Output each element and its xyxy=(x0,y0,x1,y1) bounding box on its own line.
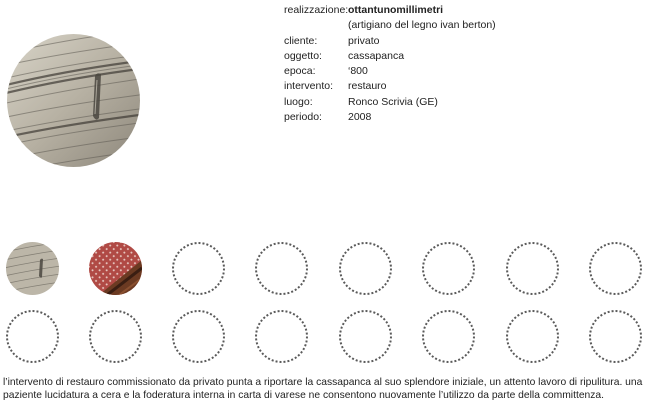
fabric-lining-thumbnail[interactable] xyxy=(89,242,142,295)
info-value: (artigiano del legno ivan berton) xyxy=(348,19,496,32)
project-info xyxy=(284,3,496,125)
empty-thumbnail-slot xyxy=(255,310,308,363)
info-value: Ronco Scrivia (GE) xyxy=(348,95,438,108)
empty-thumbnail-slot xyxy=(422,310,475,363)
info-row-epoca xyxy=(284,64,496,79)
info-value: privato xyxy=(348,34,380,47)
empty-thumbnail-slot xyxy=(589,242,642,295)
info-value: ‘800 xyxy=(348,65,368,78)
info-label: epoca: xyxy=(284,65,316,78)
info-label: periodo: xyxy=(284,111,322,124)
info-row-intervento xyxy=(284,79,496,94)
info-value: 2008 xyxy=(348,111,372,124)
hero-wood-photo xyxy=(7,34,140,167)
wood-texture-thumbnail[interactable] xyxy=(6,242,59,295)
info-label: realizzazione: xyxy=(284,4,349,16)
empty-thumbnail-slot xyxy=(506,310,559,363)
info-label xyxy=(284,18,348,33)
empty-thumbnail-slot xyxy=(589,310,642,363)
empty-thumbnail-slot xyxy=(172,242,225,295)
empty-thumbnail-slot xyxy=(172,310,225,363)
info-value: restauro xyxy=(348,80,387,93)
wood-grain-image xyxy=(7,34,140,167)
info-row-luogo xyxy=(284,95,496,110)
empty-thumbnail-slot xyxy=(506,242,559,295)
empty-thumbnail-slot xyxy=(339,310,392,363)
info-row-realizzazione xyxy=(284,3,496,18)
info-label: luogo: xyxy=(284,95,313,108)
info-label: intervento: xyxy=(284,80,334,93)
info-value: ottantunomillimetri xyxy=(348,4,444,16)
info-row-oggetto xyxy=(284,49,496,64)
info-value: cassapanca xyxy=(348,49,405,62)
info-label: oggetto: xyxy=(284,49,322,62)
info-row-artigiano xyxy=(284,18,496,33)
info-label: cliente: xyxy=(284,34,318,47)
empty-thumbnail-slot xyxy=(255,242,308,295)
empty-thumbnail-slot xyxy=(422,242,475,295)
empty-thumbnail-slot xyxy=(6,310,59,363)
empty-thumbnail-slot xyxy=(339,242,392,295)
empty-thumbnail-slot xyxy=(89,310,142,363)
info-row-cliente xyxy=(284,34,496,49)
info-row-periodo xyxy=(284,110,496,125)
project-description: l’intervento di restauro commissionato da privato punta a riportare la cassapanca al suo splendore iniziale, un attento lavoro di ripulitura. una paziente lucidatura a cera e la foderatura interna in carta di varese ne consentono nuovamente l’utilizzo da parte della committenza. xyxy=(3,377,643,401)
